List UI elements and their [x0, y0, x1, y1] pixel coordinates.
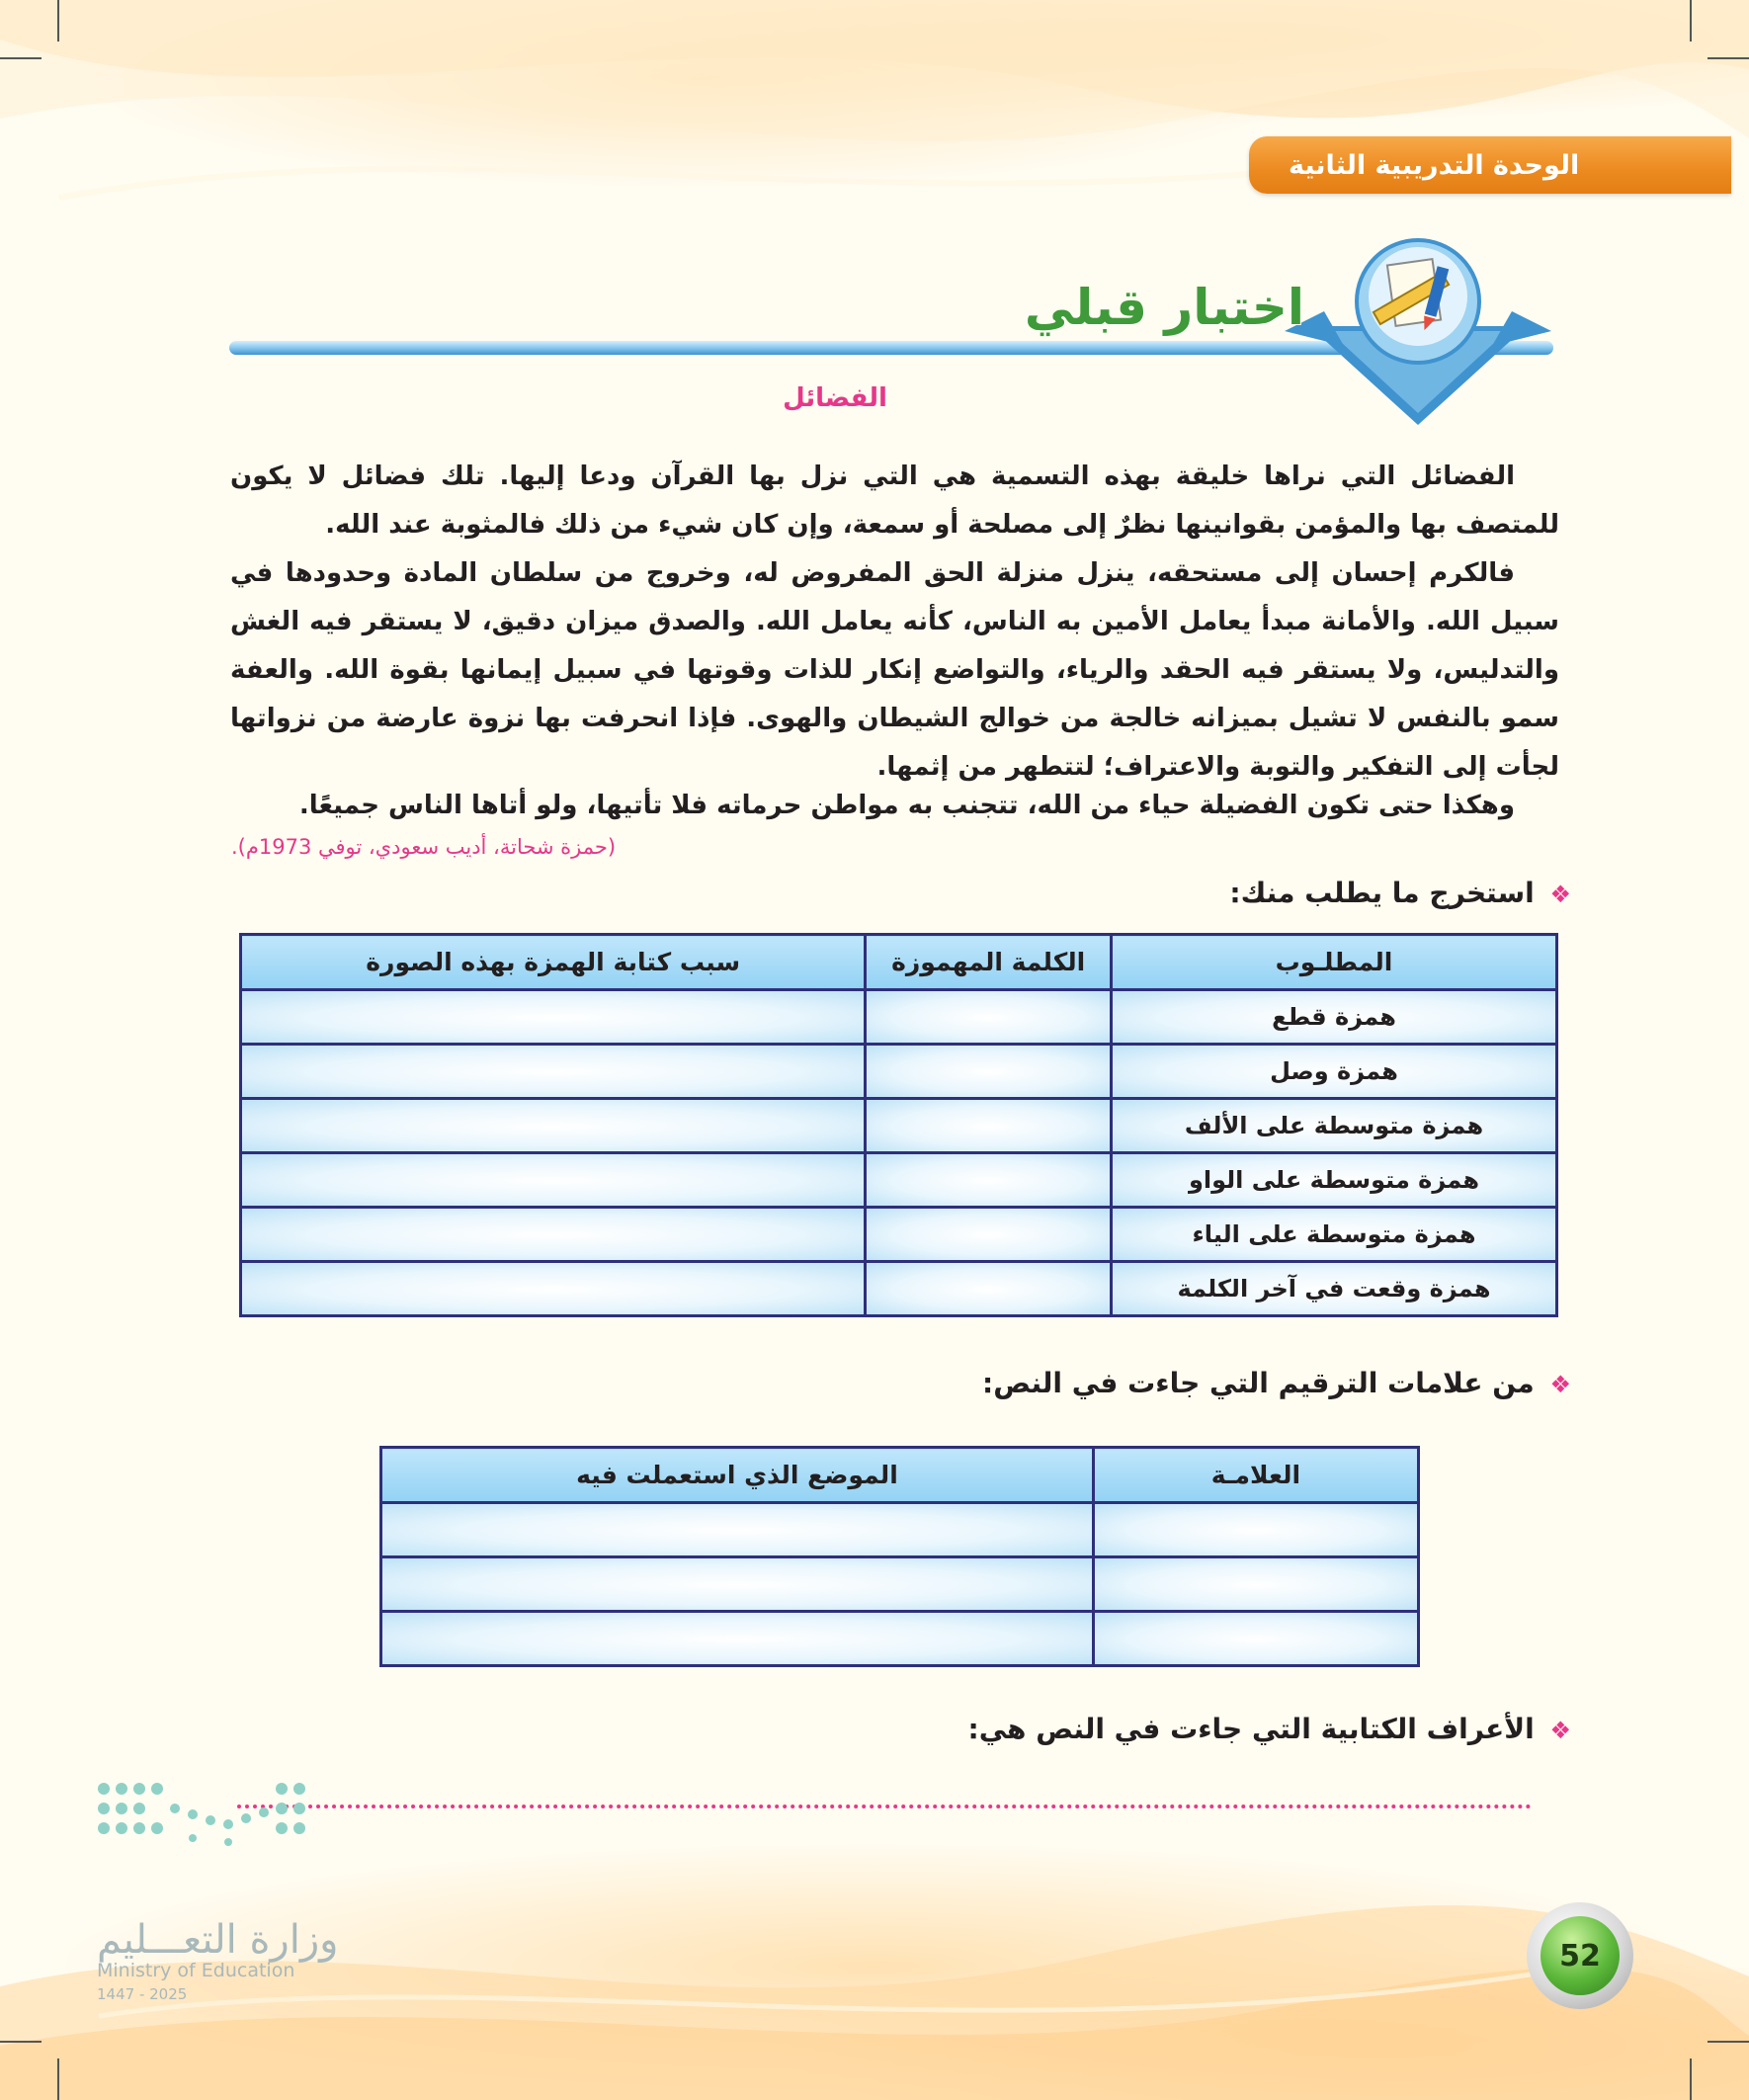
crop-mark	[0, 2041, 42, 2043]
required-cell: همزة وصل	[1111, 1045, 1556, 1099]
punctuation-table	[379, 1446, 1420, 1667]
header-reason: سبب كتابة الهمزة بهذه الصورة	[241, 935, 866, 990]
crop-mark	[57, 0, 59, 42]
diamond-bullet-icon: ❖	[1549, 881, 1571, 908]
reason-input-cell[interactable]	[241, 1153, 866, 1208]
question-3	[968, 1713, 1572, 1745]
attribution: (حمزة شحاتة، أديب سعودي، توفي 1973م).	[231, 835, 617, 859]
required-cell: همزة متوسطة على الألف	[1111, 1099, 1556, 1153]
position-input-cell[interactable]	[381, 1503, 1094, 1557]
crop-mark	[0, 57, 42, 59]
required-cell: همزة متوسطة على الواو	[1111, 1153, 1556, 1208]
question-2	[982, 1367, 1571, 1399]
unit-tab	[1249, 136, 1731, 194]
mark-input-cell[interactable]	[1093, 1557, 1418, 1612]
page-title: اختبار قبلي	[1024, 279, 1304, 336]
question-2-text: من علامات الترقيم التي جاءت في النص:	[982, 1367, 1535, 1399]
reason-input-cell[interactable]	[241, 1099, 866, 1153]
table-row	[241, 1262, 1557, 1316]
ministry-name-arabic: وزارة التعـــليم	[97, 1917, 339, 1963]
word-input-cell[interactable]	[866, 1262, 1112, 1316]
page-number: 52	[1541, 1916, 1620, 1995]
crop-mark	[1690, 2058, 1692, 2100]
word-input-cell[interactable]	[866, 1208, 1112, 1262]
answer-dotted-line[interactable]	[237, 1805, 1532, 1808]
table-header-row	[241, 935, 1557, 990]
crop-mark	[57, 2058, 59, 2100]
passage-paragraph-2: فالكرم إحسان إلى مستحقه، ينزل منزلة الحق المفروض له، وخروج من سلطان المادة وحدودها في سبيل الله. والأمانة مبدأ يعامل الأمين به الناس، كأنه يعامل الله. والصدق ميزان دقيق، لا يستقر فيه الغش والتدليس، ولا يستقر فيه الحقد والرياء، والتواضع إنكار للذات وقوتها في سبيل إيمانها بقوة الله. والعفة سمو بالنفس لا تشيل بميزانه خالجة من خوالج الشيطان والهوى. فإذا انحرفت بها نزوة عارضة من نزواتها لجأت إلى التفكير والتوبة والاعتراف؛ لتتطهر من إثمها.	[230, 558, 1559, 782]
crop-mark	[1690, 0, 1692, 42]
header-mark: العلامـة	[1093, 1448, 1418, 1503]
passage-paragraph-1: الفضائل التي نراها خليقة بهذه التسمية هي التي نزل بها القرآن ودعا إليها. تلك فضائل لا يكون للمتصف بها والمؤمن بقوانينها نظرٌ إلى مصلحة أو سمعة، وإن كان شيء من ذلك فالمثوبة عند الله.	[230, 462, 1559, 540]
word-input-cell[interactable]	[866, 1045, 1112, 1099]
section-title: الفضائل	[783, 383, 887, 413]
header-word: الكلمة المهموزة	[866, 935, 1112, 990]
crop-mark	[1707, 2041, 1749, 2043]
header-position: الموضع الذي استعملت فيه	[381, 1448, 1094, 1503]
mark-input-cell[interactable]	[1093, 1503, 1418, 1557]
table-row	[241, 1045, 1557, 1099]
table-row	[381, 1557, 1419, 1612]
hamza-table	[239, 933, 1558, 1317]
edition-year: 2025 - 1447	[97, 1985, 188, 2003]
header-required: المطلـوب	[1111, 935, 1556, 990]
question-3-text: الأعراف الكتابية التي جاءت في النص هي:	[967, 1713, 1535, 1745]
unit-label: الوحدة التدريبية الثانية	[1289, 149, 1580, 181]
crop-mark	[1707, 57, 1749, 59]
table-row	[381, 1612, 1419, 1666]
top-wave-decoration	[0, 0, 1749, 257]
diamond-bullet-icon: ❖	[1549, 1371, 1571, 1398]
question-1-text: استخرج ما يطلب منك:	[1229, 877, 1535, 909]
page-number-badge	[1527, 1902, 1633, 2009]
ministry-name-english: Ministry of Education	[97, 1960, 295, 1981]
required-cell: همزة متوسطة على الياء	[1111, 1208, 1556, 1262]
table-row	[241, 1099, 1557, 1153]
position-input-cell[interactable]	[381, 1612, 1094, 1666]
question-1	[1229, 877, 1571, 909]
reason-input-cell[interactable]	[241, 1045, 866, 1099]
word-input-cell[interactable]	[866, 1153, 1112, 1208]
diamond-bullet-icon: ❖	[1549, 1717, 1571, 1744]
required-cell: همزة قطع	[1111, 990, 1556, 1045]
reason-input-cell[interactable]	[241, 1262, 866, 1316]
mark-input-cell[interactable]	[1093, 1612, 1418, 1666]
table-row	[241, 1208, 1557, 1262]
required-cell: همزة وقعت في آخر الكلمة	[1111, 1262, 1556, 1316]
table-header-row	[381, 1448, 1419, 1503]
position-input-cell[interactable]	[381, 1557, 1094, 1612]
reason-input-cell[interactable]	[241, 1208, 866, 1262]
reason-input-cell[interactable]	[241, 990, 866, 1045]
table-row	[381, 1503, 1419, 1557]
passage-paragraph-3: وهكذا حتى تكون الفضيلة حياء من الله، تتجنب به مواطن حرماته فلا تأتيها، ولو أتاها الناس جميعًا.	[298, 791, 1515, 820]
table-row	[241, 990, 1557, 1045]
table-row	[241, 1153, 1557, 1208]
word-input-cell[interactable]	[866, 1099, 1112, 1153]
word-input-cell[interactable]	[866, 990, 1112, 1045]
